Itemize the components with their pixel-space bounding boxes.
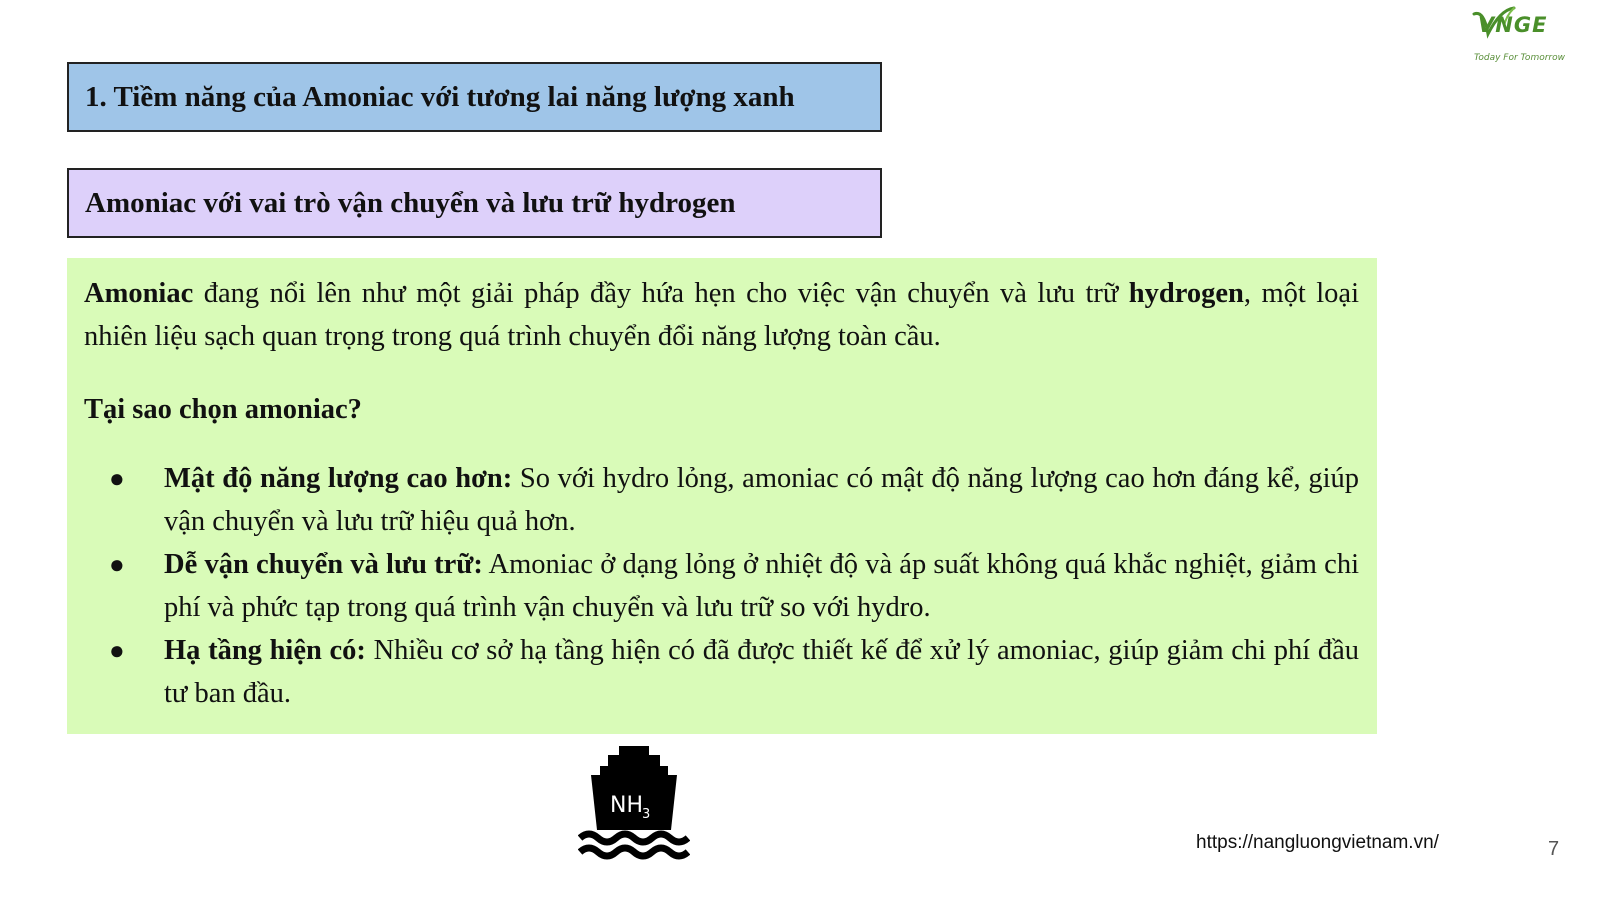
section-subtitle xyxy=(67,168,882,238)
reasons-list xyxy=(84,457,1359,715)
bullet-label: Hạ tầng hiện có: xyxy=(164,635,366,666)
bullet-label: Dễ vận chuyển và lưu trữ: xyxy=(164,549,483,580)
intro-text-1: đang nổi lên như một giải pháp đầy hứa hẹn cho việc vận chuyển và lưu trữ xyxy=(193,278,1129,309)
bullet-text: Amoniac ở dạng lỏng ở nhiệt độ và áp suất không quá khắc nghiệt, giảm chi phí và phức tạp trong quá trình vận chuyển và lưu trữ so với hydro. xyxy=(164,549,1359,623)
ship-label-subscript: 3 xyxy=(642,807,651,822)
section-title xyxy=(67,62,882,132)
bullet-label: Mật độ năng lượng cao hơn: xyxy=(164,463,513,494)
question-heading: Tại sao chọn amoniac? xyxy=(84,394,362,425)
bullet-text: So với hydro lỏng, amoniac có mật độ năng lượng cao hơn đáng kể, giúp vận chuyển và lưu trữ hiệu quả hơn. xyxy=(164,463,1359,537)
page-number: 7 xyxy=(1548,838,1560,860)
bullet-icon: ● xyxy=(109,636,125,665)
intro-term-2: hydrogen xyxy=(1128,278,1244,309)
section-subtitle-text: Amoniac với vai trò vận chuyển và lưu trữ hydrogen xyxy=(85,186,736,219)
logo-tagline: Today For Tomorrow xyxy=(1474,53,1565,63)
bullet-icon: ● xyxy=(109,550,125,579)
list-item xyxy=(84,457,1359,543)
intro-term: Amoniac xyxy=(84,278,194,309)
list-item xyxy=(84,543,1359,629)
ship-label: NH xyxy=(610,793,643,818)
ship-icon xyxy=(578,746,690,861)
source-url[interactable]: https://nangluongvietnam.vn/ xyxy=(1196,832,1439,853)
intro-text-2: , một loại nhiên liệu sạch quan trọng trong quá trình chuyển đổi năng lượng toàn cầu. xyxy=(84,278,1360,352)
logo-brand: VNGE xyxy=(1478,13,1548,37)
intro-paragraph xyxy=(84,272,1359,358)
bullet-text: Nhiều cơ sở hạ tầng hiện có đã được thiết kế để xử lý amoniac, giúp giảm chi phí đầu tư ban đầu. xyxy=(164,635,1360,709)
content-box xyxy=(67,258,1377,734)
section-title-text: 1. Tiềm năng của Amoniac với tương lai năng lượng xanh xyxy=(85,80,795,113)
list-item xyxy=(84,629,1359,715)
bullet-icon: ● xyxy=(109,464,125,493)
